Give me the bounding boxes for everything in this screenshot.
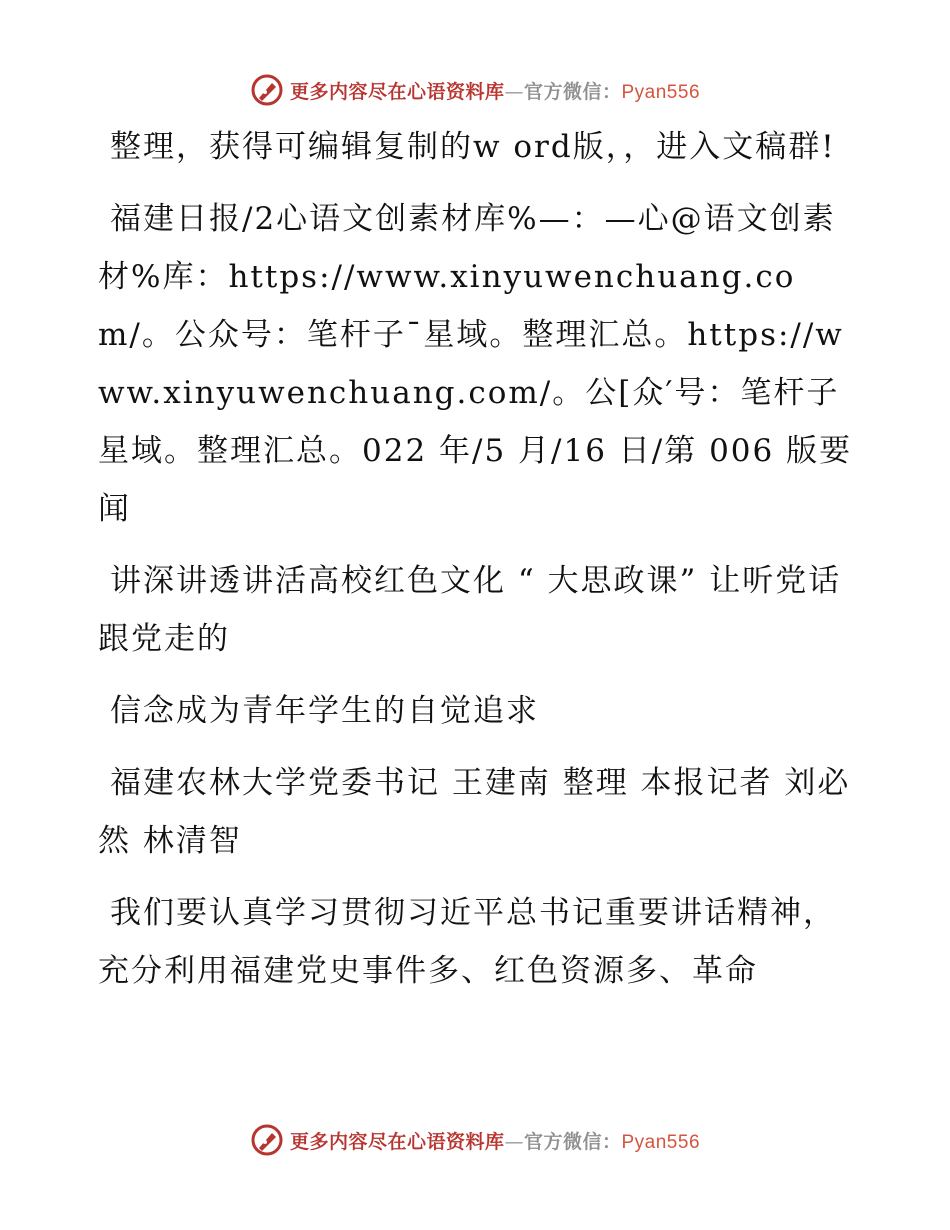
banner-wechat-id: Pyan556	[621, 81, 701, 103]
banner-wechat-label: 官方微信：	[523, 1130, 622, 1153]
pen-nib-circle-icon	[250, 73, 284, 107]
banner-main-text: 更多内容尽在心语资料库	[289, 80, 505, 103]
paragraph-5: 福建农林大学党委书记 王建南 整理 本报记者 刘必然 林清智	[98, 765, 851, 859]
paragraph-6: 我们要认真学习贯彻习近平总书记重要讲话精神，充分利用福建党史事件多、红色资源多、革命	[98, 895, 836, 989]
banner-separator: —	[504, 1130, 524, 1153]
banner-wechat-id: Pyan556	[621, 1131, 701, 1153]
paragraph-4: 信念成为青年学生的自觉追求	[110, 693, 539, 729]
paragraph-3: 讲深讲透讲活高校红色文化 “ 大思政课” 让听党话跟党走的	[98, 563, 842, 657]
document-body	[98, 118, 858, 1014]
banner-wechat-label: 官方微信：	[523, 80, 622, 103]
banner-separator: —	[504, 80, 524, 103]
banner-text	[290, 1127, 700, 1154]
header-banner	[0, 70, 950, 110]
banner-main-text: 更多内容尽在心语资料库	[289, 1130, 505, 1153]
pen-nib-circle-icon	[250, 1123, 284, 1157]
footer-banner	[0, 1120, 950, 1160]
paragraph-1: 整理，获得可编辑复制的w ord版，，进入文稿群!	[110, 129, 836, 165]
banner-text	[290, 77, 700, 104]
paragraph-2: 福建日报/2心语文创素材库%—：—心@语文创素材%库：https://www.xinyuwenchuang.com/。公众号：笔杆子¯星域。整理汇总。https://www.xinyuwenchuang.com/。公[众′号：笔杆子星域。整理汇总。022 年/5 月/16 日/第 006 版要闻	[98, 201, 853, 527]
